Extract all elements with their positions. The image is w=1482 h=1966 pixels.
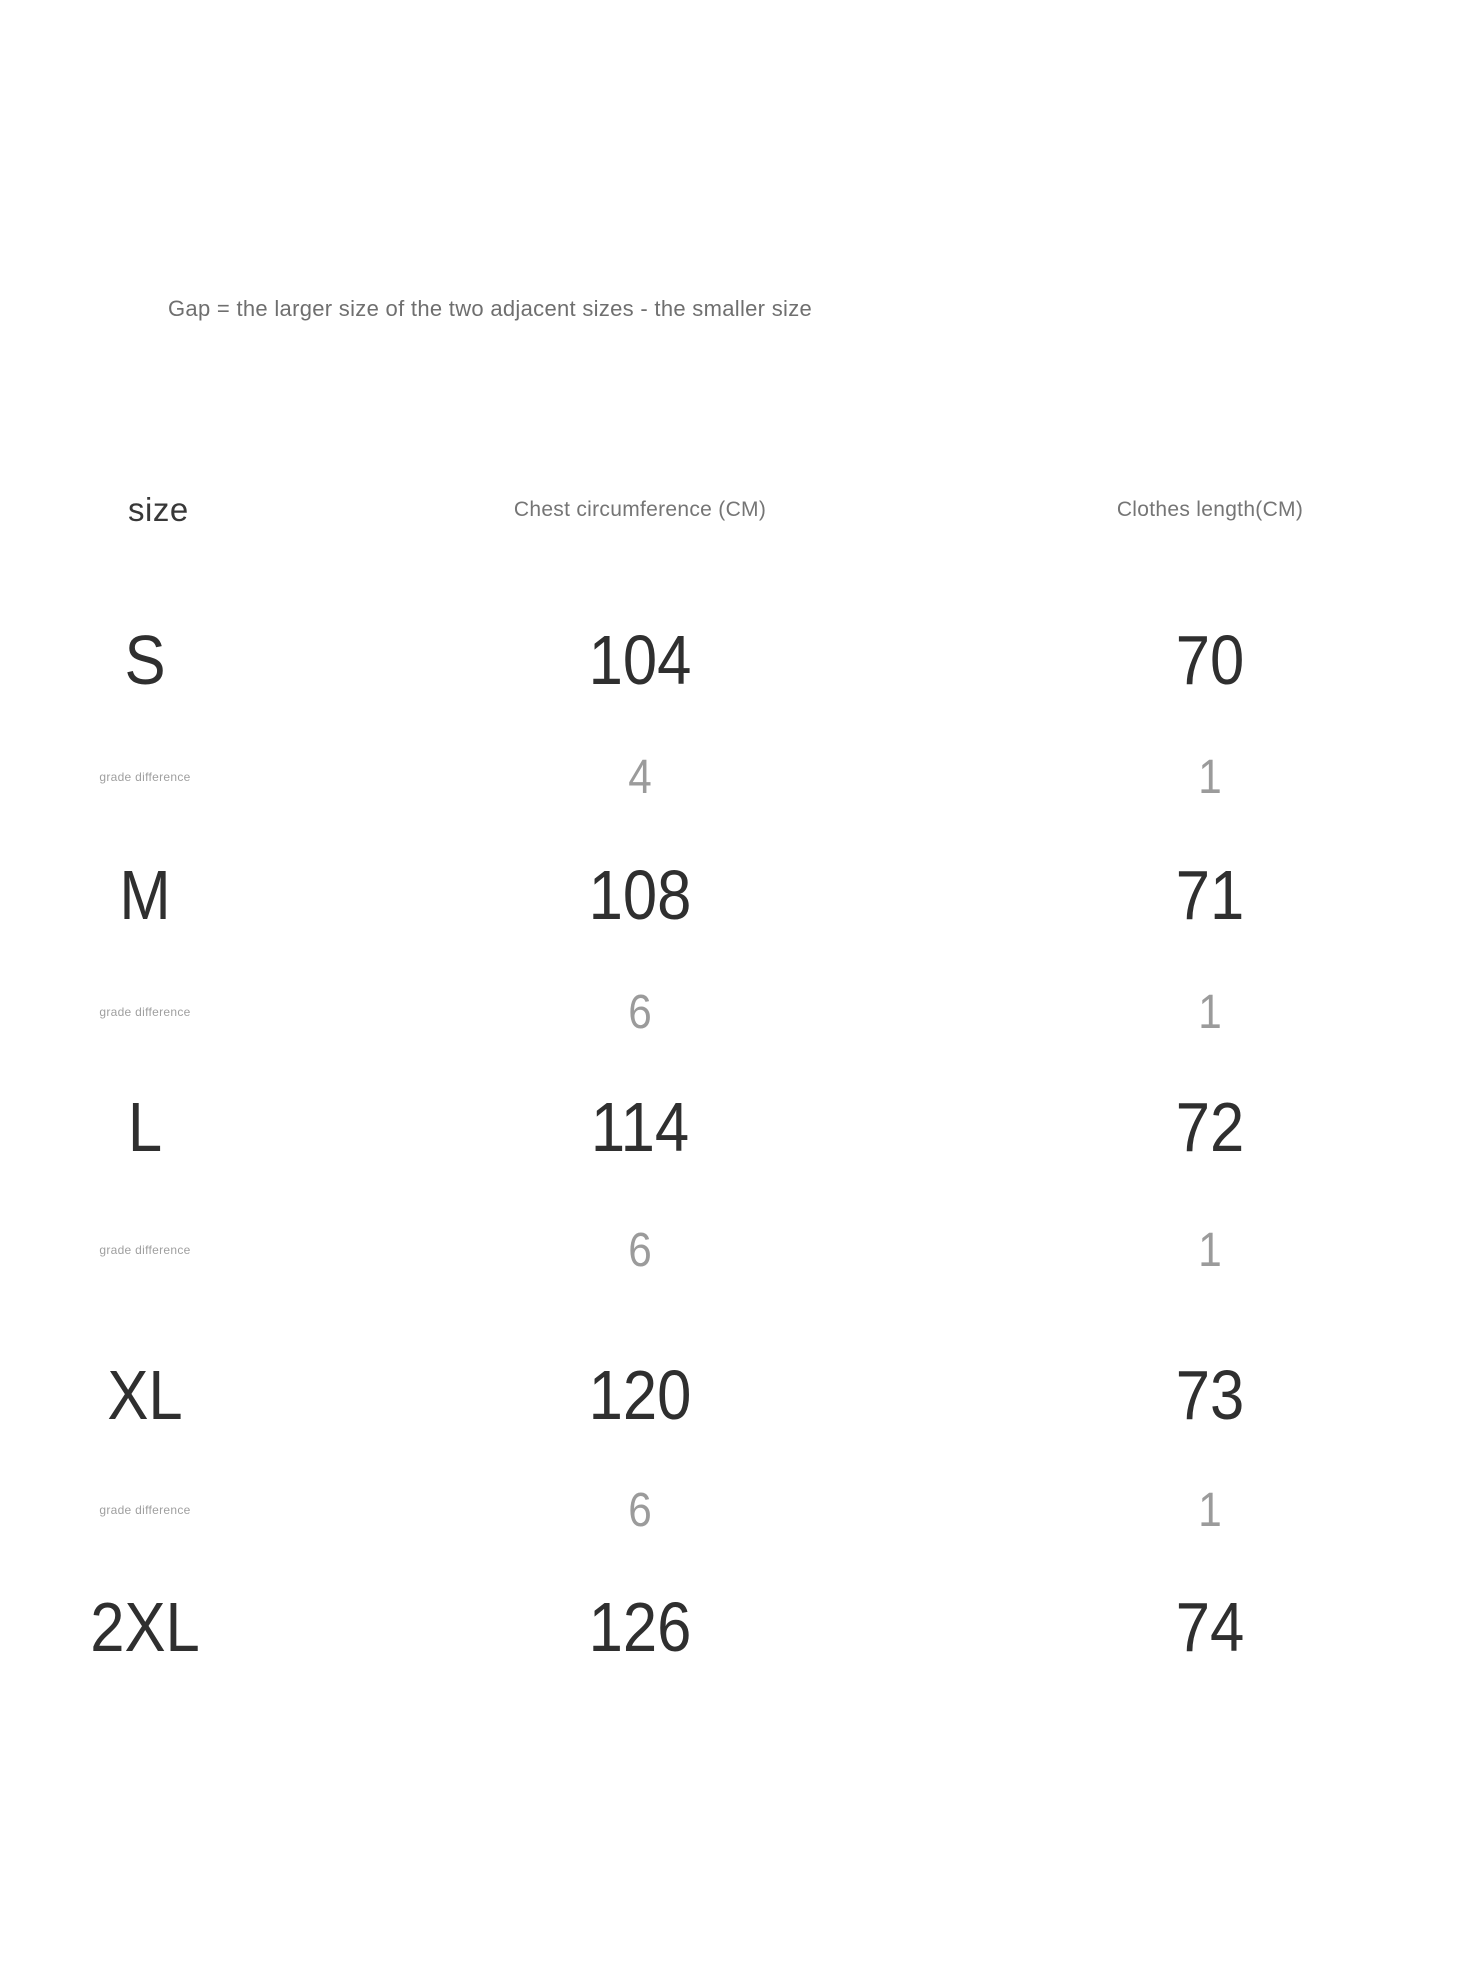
- length-gap-value: 1: [1198, 750, 1222, 804]
- grade-difference-label: grade difference: [99, 1243, 191, 1257]
- gap-formula-title: Gap = the larger size of the two adjacent sizes - the smaller size: [168, 296, 813, 321]
- length-value: 73: [1175, 1356, 1245, 1434]
- grade-difference-label: grade difference: [99, 1005, 191, 1019]
- length-value: 74: [1175, 1588, 1245, 1666]
- header-clothes-length: Clothes length(CM): [1116, 498, 1304, 521]
- table-header-row: [0, 470, 1482, 550]
- table-row-m: [0, 845, 1482, 945]
- chest-value: 108: [588, 856, 692, 934]
- size-label: XL: [107, 1356, 183, 1434]
- chest-gap-value: 6: [628, 1483, 652, 1537]
- chest-gap-value: 6: [628, 985, 652, 1039]
- size-label: S: [124, 621, 166, 699]
- grade-difference-row-xl-2xl: [0, 1475, 1482, 1545]
- length-value: 71: [1175, 856, 1245, 934]
- chest-value: 126: [588, 1588, 692, 1666]
- size-label: 2XL: [90, 1588, 200, 1666]
- grade-difference-row-s-m: [0, 742, 1482, 812]
- table-row-xl: [0, 1345, 1482, 1445]
- table-row-2xl: [0, 1577, 1482, 1677]
- grade-difference-row-m-l: [0, 977, 1482, 1047]
- chest-gap-value: 4: [628, 750, 652, 804]
- grade-difference-label: grade difference: [99, 770, 191, 784]
- table-row-s: [0, 610, 1482, 710]
- header-chest-circumference: Chest circumference (CM): [513, 498, 767, 521]
- size-label: M: [119, 856, 171, 934]
- length-value: 70: [1175, 621, 1245, 699]
- size-label: L: [127, 1088, 163, 1166]
- length-value: 72: [1175, 1088, 1245, 1166]
- chest-gap-value: 6: [628, 1223, 652, 1277]
- chest-value: 114: [590, 1088, 690, 1166]
- grade-difference-row-l-xl: [0, 1215, 1482, 1285]
- header-size: size: [128, 491, 189, 528]
- length-gap-value: 1: [1198, 985, 1222, 1039]
- table-row-l: [0, 1077, 1482, 1177]
- chest-value: 104: [588, 621, 692, 699]
- length-gap-value: 1: [1198, 1483, 1222, 1537]
- chest-value: 120: [588, 1356, 692, 1434]
- grade-difference-label: grade difference: [99, 1503, 191, 1517]
- length-gap-value: 1: [1198, 1223, 1222, 1277]
